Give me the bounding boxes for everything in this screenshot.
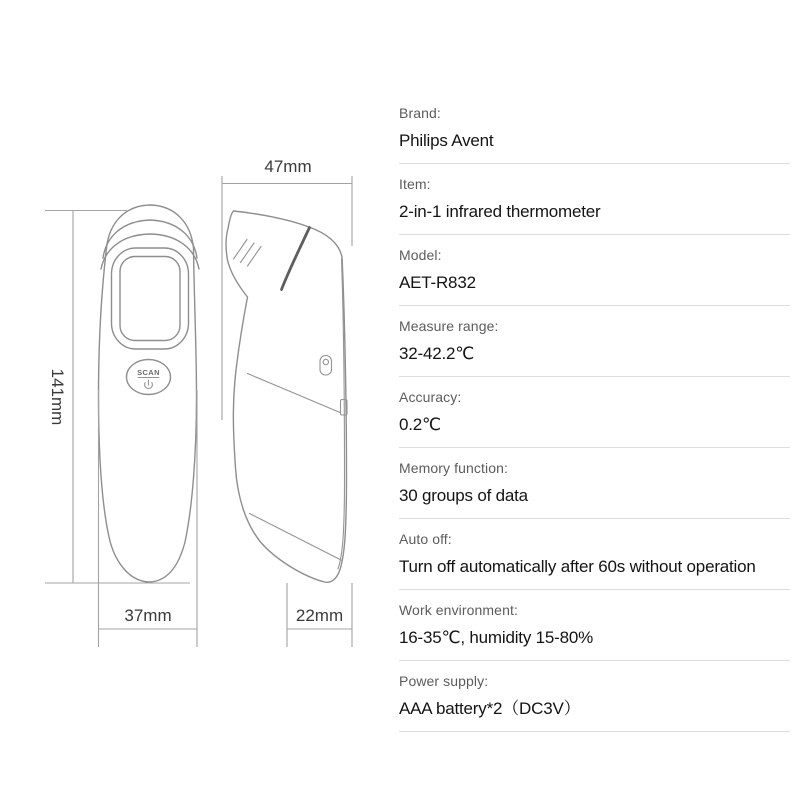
- body-seam-lower: [250, 514, 343, 561]
- spec-label: Work environment:: [399, 602, 518, 618]
- spec-label: Power supply:: [399, 673, 489, 689]
- probe-seam: [282, 228, 310, 290]
- thermometer-front-view: [99, 205, 200, 582]
- divider: [399, 234, 790, 235]
- head-seam-arc: [103, 220, 197, 258]
- divider: [399, 447, 790, 448]
- spec-row: [399, 601, 791, 672]
- spec-value: 0.2℃: [399, 415, 441, 434]
- dimension-label-height: 141mm: [48, 368, 67, 426]
- dimension-label-top-width: 47mm: [264, 157, 312, 176]
- spec-value: 30 groups of data: [399, 486, 528, 505]
- spec-label: Accuracy:: [399, 389, 462, 405]
- spec-row: [399, 388, 791, 459]
- spec-value: Philips Avent: [399, 131, 494, 150]
- spec-label: Item:: [399, 176, 431, 192]
- spec-row: [399, 104, 791, 175]
- dimension-141mm: [45, 211, 190, 584]
- divider: [399, 305, 790, 306]
- spec-value: AET-R832: [399, 273, 476, 292]
- spec-label: Measure range:: [399, 318, 499, 334]
- body-seam-upper: [248, 374, 341, 413]
- front-body-outline: [99, 205, 197, 582]
- spec-row: [399, 530, 791, 601]
- dimension-37mm: [99, 390, 198, 647]
- divider: [399, 731, 790, 732]
- spec-value: 32-42.2℃: [399, 344, 475, 363]
- dimension-22mm: [287, 583, 352, 647]
- divider: [399, 589, 790, 590]
- product-drawing: [0, 0, 400, 800]
- spec-row: [399, 672, 791, 743]
- thermometer-side-view: [226, 211, 347, 582]
- thermometer-diagram: [0, 0, 400, 800]
- spec-value: AAA battery*2（DC3V）: [399, 699, 581, 718]
- spec-label: Auto off:: [399, 531, 452, 547]
- head-seam-arc: [101, 234, 199, 269]
- spec-label: Memory function:: [399, 460, 508, 476]
- divider: [399, 518, 790, 519]
- battery-latch: [320, 356, 332, 376]
- divider: [399, 376, 790, 377]
- spec-label: Model:: [399, 247, 442, 263]
- spec-value: 2-in-1 infrared thermometer: [399, 202, 601, 221]
- power-icon: [145, 380, 153, 388]
- spec-value: 16-35℃, humidity 15-80%: [399, 628, 594, 647]
- spec-row: [399, 459, 791, 530]
- divider: [399, 163, 790, 164]
- dimension-label-side-width: 22mm: [295, 606, 344, 625]
- scan-button-label: SCAN: [137, 368, 160, 377]
- probe-hatch-marks: [234, 240, 262, 267]
- spec-row: [399, 317, 791, 388]
- spec-value: Turn off automatically after 60s without operation: [399, 557, 756, 576]
- spec-list: [399, 104, 791, 743]
- spec-row: [399, 246, 791, 317]
- dimension-label-front-width: 37mm: [124, 606, 172, 625]
- divider: [399, 660, 790, 661]
- side-body-outline: [226, 211, 346, 582]
- spec-row: [399, 175, 791, 246]
- dimension-annotations: [45, 157, 352, 647]
- spec-label: Brand:: [399, 105, 441, 121]
- screen-inner: [120, 257, 180, 341]
